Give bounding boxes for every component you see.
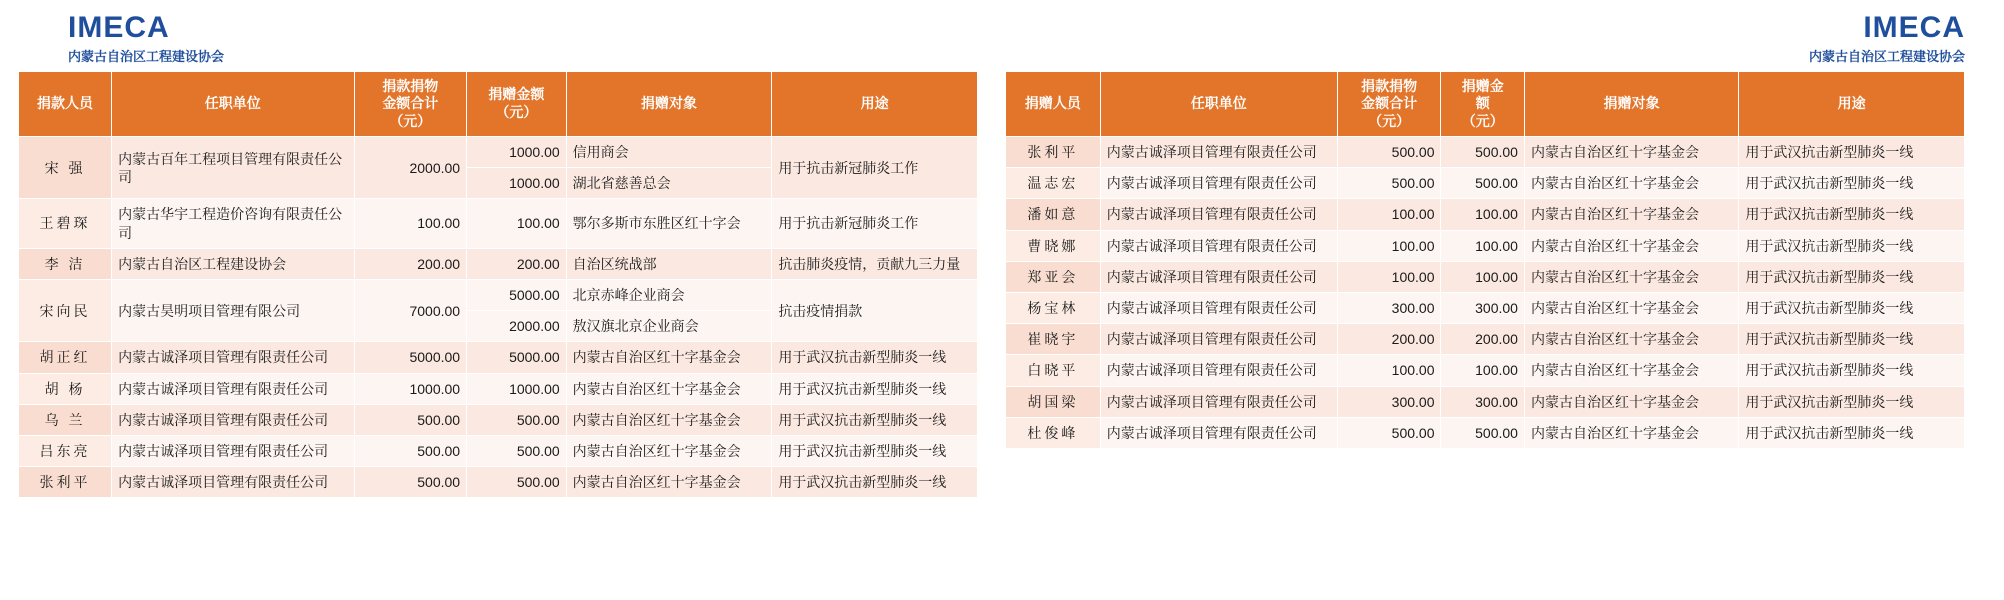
cell-donation-amount: 500.00: [467, 435, 567, 466]
brand-name: IMECA: [68, 11, 170, 44]
cell-donation-target: 敖汉旗北京企业商会: [566, 311, 772, 342]
cell-unit: 内蒙古华宇工程造价咨询有限责任公司: [112, 199, 354, 248]
cell-donation-amount: 500.00: [1441, 168, 1524, 199]
cell-donation-amount: 500.00: [467, 467, 567, 498]
cell-donation-use: 用于武汉抗击新型肺炎一线: [1739, 324, 1965, 355]
cell-donor-name: 李 洁: [19, 248, 112, 279]
cell-donation-amount: 100.00: [467, 199, 567, 248]
col-header-name: 捐赠人员: [1006, 71, 1101, 137]
table-row: [19, 342, 978, 373]
cell-total-amount: 500.00: [354, 435, 467, 466]
table-row: [19, 279, 978, 310]
cell-donation-amount: 100.00: [1441, 261, 1524, 292]
col-header-use: 用途: [1739, 71, 1965, 137]
cell-donation-target: 内蒙古自治区红十字基金会: [1524, 386, 1738, 417]
cell-total-amount: 1000.00: [354, 373, 467, 404]
col-header-target: 捐赠对象: [1524, 71, 1738, 137]
cell-donation-amount: 1000.00: [467, 168, 567, 199]
cell-donation-target: 鄂尔多斯市东胜区红十字会: [566, 199, 772, 248]
cell-donor-name: 白晓平: [1006, 355, 1101, 386]
cell-donor-name: 宋 强: [19, 137, 112, 199]
cell-donation-target: 内蒙古自治区红十字基金会: [566, 373, 772, 404]
col-header-amount: 捐赠金 额 （元）: [1441, 71, 1524, 137]
col-header-use: 用途: [772, 71, 978, 137]
table-row: [1006, 386, 1965, 417]
cell-total-amount: 300.00: [1337, 386, 1441, 417]
table-row: [1006, 417, 1965, 448]
cell-donation-target: 内蒙古自治区红十字基金会: [566, 467, 772, 498]
cell-donation-target: 信用商会: [566, 137, 772, 168]
cell-total-amount: 200.00: [1337, 324, 1441, 355]
cell-unit: 内蒙古诚泽项目管理有限责任公司: [1100, 137, 1337, 168]
cell-donation-amount: 1000.00: [467, 373, 567, 404]
cell-donation-use: 用于武汉抗击新型肺炎一线: [772, 435, 978, 466]
cell-donation-use: 用于武汉抗击新型肺炎一线: [1739, 417, 1965, 448]
cell-donor-name: 胡 杨: [19, 373, 112, 404]
cell-total-amount: 500.00: [354, 404, 467, 435]
cell-unit: 内蒙古诚泽项目管理有限责任公司: [1100, 199, 1337, 230]
cell-donation-use: 用于武汉抗击新型肺炎一线: [1739, 292, 1965, 323]
cell-donation-use: 抗击肺炎疫情，贡献九三力量: [772, 248, 978, 279]
cell-donation-target: 内蒙古自治区红十字基金会: [1524, 230, 1738, 261]
cell-donation-use: 用于武汉抗击新型肺炎一线: [1739, 386, 1965, 417]
table-row: [19, 373, 978, 404]
cell-donation-target: 内蒙古自治区红十字基金会: [566, 435, 772, 466]
cell-unit: 内蒙古百年工程项目管理有限责任公司: [112, 137, 354, 199]
cell-donor-name: 乌 兰: [19, 404, 112, 435]
cell-total-amount: 500.00: [1337, 417, 1441, 448]
cell-donor-name: 潘如意: [1006, 199, 1101, 230]
cell-donation-target: 北京赤峰企业商会: [566, 279, 772, 310]
cell-donor-name: 张利平: [19, 467, 112, 498]
cell-donation-use: 用于武汉抗击新型肺炎一线: [1739, 230, 1965, 261]
right-donation-table: [1005, 71, 1965, 449]
right-panel: [1005, 0, 1965, 449]
cell-donation-use: 用于武汉抗击新型肺炎一线: [1739, 199, 1965, 230]
col-header-total: 捐款捐物 金额合计 （元）: [354, 71, 467, 137]
cell-unit: 内蒙古诚泽项目管理有限责任公司: [1100, 386, 1337, 417]
brand-subtitle: 内蒙古自治区工程建设协会: [1808, 48, 1965, 64]
col-header-total: 捐款捐物 金额合计 （元）: [1337, 71, 1441, 137]
col-header-target: 捐赠对象: [566, 71, 772, 137]
cell-total-amount: 7000.00: [354, 279, 467, 341]
cell-donor-name: 郑亚会: [1006, 261, 1101, 292]
cell-donation-target: 内蒙古自治区红十字基金会: [1524, 292, 1738, 323]
cell-donor-name: 吕东亮: [19, 435, 112, 466]
cell-donation-use: 用于武汉抗击新型肺炎一线: [1739, 261, 1965, 292]
cell-donor-name: 杜俊峰: [1006, 417, 1101, 448]
table-row: [19, 248, 978, 279]
cell-donation-use: 用于武汉抗击新型肺炎一线: [1739, 168, 1965, 199]
cell-donation-use: 用于武汉抗击新型肺炎一线: [1739, 355, 1965, 386]
cell-donation-amount: 500.00: [467, 404, 567, 435]
cell-donation-amount: 500.00: [1441, 417, 1524, 448]
left-donation-table: [18, 71, 978, 499]
cell-donation-amount: 5000.00: [467, 279, 567, 310]
cell-donation-use: 用于武汉抗击新型肺炎一线: [772, 404, 978, 435]
cell-unit: 内蒙古诚泽项目管理有限责任公司: [112, 404, 354, 435]
cell-unit: 内蒙古诚泽项目管理有限责任公司: [112, 435, 354, 466]
table-header-row: [1006, 71, 1965, 137]
table-row: [1006, 168, 1965, 199]
cell-donation-use: 用于武汉抗击新型肺炎一线: [772, 373, 978, 404]
cell-unit: 内蒙古自治区工程建设协会: [112, 248, 354, 279]
cell-unit: 内蒙古诚泽项目管理有限责任公司: [1100, 355, 1337, 386]
brand-subtitle: 内蒙古自治区工程建设协会: [68, 48, 225, 64]
cell-total-amount: 100.00: [1337, 230, 1441, 261]
brand-block-right: [1005, 0, 1965, 71]
table-row: [1006, 261, 1965, 292]
table-row: [19, 199, 978, 248]
cell-total-amount: 5000.00: [354, 342, 467, 373]
cell-donor-name: 宋向民: [19, 279, 112, 341]
cell-donation-use: 用于抗击新冠肺炎工作: [772, 137, 978, 199]
table-row: [1006, 324, 1965, 355]
cell-total-amount: 100.00: [1337, 199, 1441, 230]
left-panel: [18, 0, 978, 498]
cell-donor-name: 王碧琛: [19, 199, 112, 248]
table-row: [1006, 292, 1965, 323]
cell-donation-target: 内蒙古自治区红十字基金会: [1524, 324, 1738, 355]
cell-donation-target: 内蒙古自治区红十字基金会: [1524, 355, 1738, 386]
table-row: [1006, 199, 1965, 230]
cell-donor-name: 胡正红: [19, 342, 112, 373]
cell-unit: 内蒙古诚泽项目管理有限责任公司: [112, 373, 354, 404]
cell-total-amount: 300.00: [1337, 292, 1441, 323]
left-table-body: [19, 137, 978, 498]
brand-block-left: [18, 0, 978, 71]
cell-unit: 内蒙古诚泽项目管理有限责任公司: [1100, 324, 1337, 355]
table-header-row: [19, 71, 978, 137]
cell-unit: 内蒙古诚泽项目管理有限责任公司: [1100, 417, 1337, 448]
cell-donation-target: 内蒙古自治区红十字基金会: [1524, 417, 1738, 448]
cell-total-amount: 500.00: [354, 467, 467, 498]
cell-unit: 内蒙古诚泽项目管理有限责任公司: [1100, 230, 1337, 261]
cell-total-amount: 500.00: [1337, 168, 1441, 199]
cell-donation-amount: 200.00: [1441, 324, 1524, 355]
cell-donation-amount: 300.00: [1441, 386, 1524, 417]
cell-total-amount: 100.00: [1337, 355, 1441, 386]
cell-donation-amount: 100.00: [1441, 199, 1524, 230]
cell-donation-target: 湖北省慈善总会: [566, 168, 772, 199]
cell-total-amount: 100.00: [1337, 261, 1441, 292]
col-header-unit: 任职单位: [112, 71, 354, 137]
cell-donation-target: 内蒙古自治区红十字基金会: [1524, 137, 1738, 168]
brand-name: IMECA: [1863, 11, 1965, 44]
cell-donation-target: 内蒙古自治区红十字基金会: [1524, 199, 1738, 230]
cell-unit: 内蒙古昊明项目管理有限公司: [112, 279, 354, 341]
cell-donation-target: 内蒙古自治区红十字基金会: [1524, 261, 1738, 292]
table-row: [1006, 137, 1965, 168]
right-table-body: [1006, 137, 1965, 449]
cell-donation-amount: 5000.00: [467, 342, 567, 373]
cell-donation-amount: 300.00: [1441, 292, 1524, 323]
cell-donation-amount: 2000.00: [467, 311, 567, 342]
cell-unit: 内蒙古诚泽项目管理有限责任公司: [112, 342, 354, 373]
cell-donor-name: 崔晓宇: [1006, 324, 1101, 355]
cell-donor-name: 张利平: [1006, 137, 1101, 168]
cell-donation-amount: 1000.00: [467, 137, 567, 168]
cell-donation-amount: 100.00: [1441, 355, 1524, 386]
table-row: [19, 435, 978, 466]
cell-total-amount: 200.00: [354, 248, 467, 279]
cell-total-amount: 2000.00: [354, 137, 467, 199]
cell-donation-target: 内蒙古自治区红十字基金会: [566, 404, 772, 435]
col-header-name: 捐款人员: [19, 71, 112, 137]
table-row: [1006, 355, 1965, 386]
col-header-amount: 捐赠金额 （元）: [467, 71, 567, 137]
cell-total-amount: 100.00: [354, 199, 467, 248]
cell-donation-use: 用于武汉抗击新型肺炎一线: [772, 467, 978, 498]
cell-unit: 内蒙古诚泽项目管理有限责任公司: [1100, 292, 1337, 323]
cell-donor-name: 胡国梁: [1006, 386, 1101, 417]
cell-donation-use: 用于抗击新冠肺炎工作: [772, 199, 978, 248]
table-row: [19, 404, 978, 435]
cell-unit: 内蒙古诚泽项目管理有限责任公司: [112, 467, 354, 498]
cell-unit: 内蒙古诚泽项目管理有限责任公司: [1100, 168, 1337, 199]
cell-donation-use: 抗击疫情捐款: [772, 279, 978, 341]
cell-donation-target: 内蒙古自治区红十字基金会: [566, 342, 772, 373]
cell-donor-name: 温志宏: [1006, 168, 1101, 199]
table-row: [1006, 230, 1965, 261]
cell-donation-amount: 500.00: [1441, 137, 1524, 168]
cell-donation-use: 用于武汉抗击新型肺炎一线: [1739, 137, 1965, 168]
cell-donor-name: 杨宝林: [1006, 292, 1101, 323]
cell-unit: 内蒙古诚泽项目管理有限责任公司: [1100, 261, 1337, 292]
col-header-unit: 任职单位: [1100, 71, 1337, 137]
cell-donation-amount: 200.00: [467, 248, 567, 279]
table-row: [19, 137, 978, 168]
table-row: [19, 467, 978, 498]
cell-donation-use: 用于武汉抗击新型肺炎一线: [772, 342, 978, 373]
cell-donor-name: 曹晓娜: [1006, 230, 1101, 261]
cell-donation-amount: 100.00: [1441, 230, 1524, 261]
cell-donation-target: 自治区统战部: [566, 248, 772, 279]
cell-total-amount: 500.00: [1337, 137, 1441, 168]
cell-donation-target: 内蒙古自治区红十字基金会: [1524, 168, 1738, 199]
